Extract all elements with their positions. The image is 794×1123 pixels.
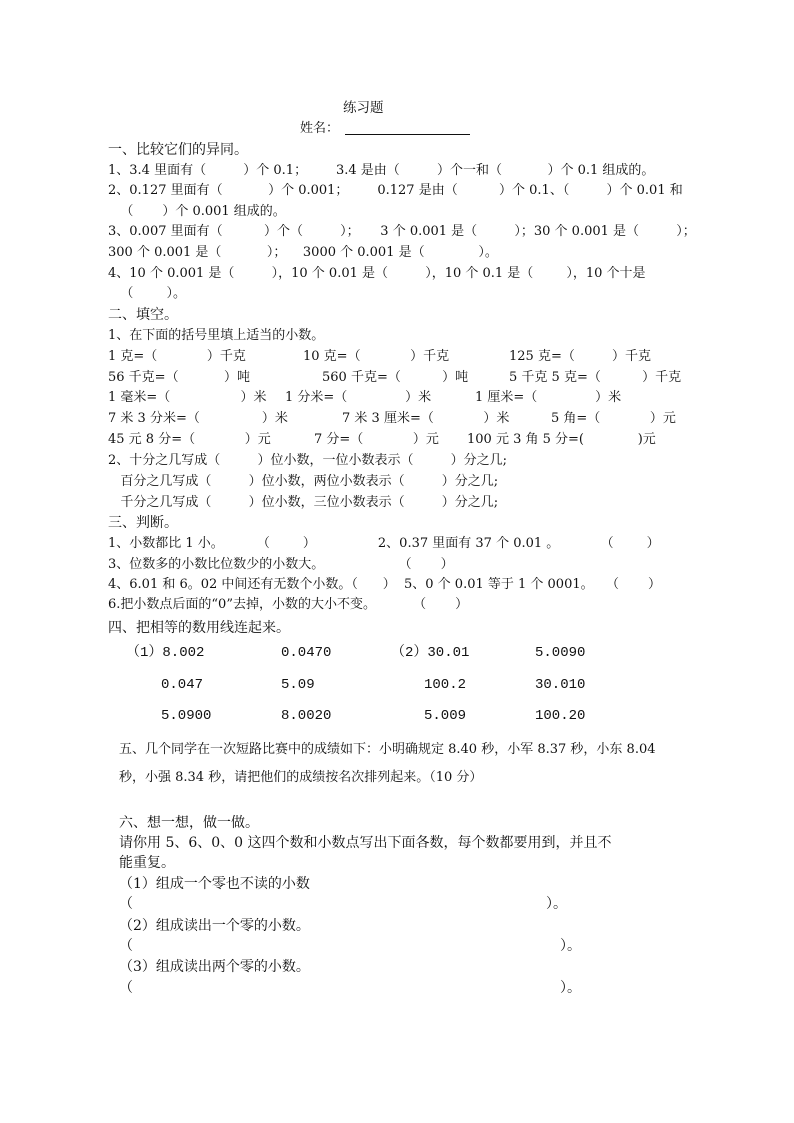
unit-row5-col3: 100 元 3 角 5 分=( )元 [467,432,656,447]
answer-3-open[interactable]: （ [119,980,133,996]
answer-1-open[interactable]: （ [119,896,133,912]
match-r3-c3: 5.009 [424,708,467,724]
unit-row2-col1: 56 千克=（ ）吨 [108,370,251,385]
section5-line-1: 五、几个同学在一次短路比赛中的成绩如下：小明确规定 8.40 秒，小军 8.37 秒，小东 8.04 [119,742,656,757]
page-title: 练习题 [343,100,384,116]
judge-line-3: 4、6.01 和 6。02 中间还有无数个小数。（ ） 5、0 个 0.01 等于 1 个 0001。 （ ） [108,577,661,592]
judge-line-2: 3、位数多的小数比位数少的小数大。 （ ） [108,557,454,572]
answer-2-open[interactable]: （ [119,938,133,954]
section6-intro-1: 请你用 5、6、0、0 这四个数和小数点写出下面各数，每个数都要用到，并且不 [119,835,612,851]
section1-line-1: 1、3.4 里面有（ ）个 0.1； 3.4 是由（ ）个一和（ ）个 0.1 组成的。 [108,163,655,178]
section5-line-2: 秒，小强 8.34 秒，请把他们的成绩按名次排列起来。（10 分） [119,770,483,785]
unit-row5-col2: 7 分=（ ）元 [314,432,439,447]
match-r2-c2: 5.09 [281,677,315,693]
name-label: 姓名： [300,121,340,136]
unit-row5-col1: 45 元 8 分=（ ）元 [108,432,271,447]
match-r2-c1: 0.047 [161,677,204,693]
unit-row3-col1: 1 毫米=（ ）米 [108,390,267,405]
place-line-1: 2、十分之几写成（ ）位小数，一位小数表示（ ）分之几; [108,453,508,468]
place-line-2: 百分之几写成（ ）位小数，两位小数表示（ ）分之几; [108,474,499,489]
section4-heading: 四、把相等的数用线连起来。 [108,620,290,636]
match-r3-c4: 100.20 [535,708,586,724]
match-r1-c3: （2）30.01 [391,645,470,661]
unit-row1-col1: 1 克=（ ）千克 [108,349,246,364]
section1-heading: 一、比较它们的异同。 [108,142,248,158]
question-1: （1）组成一个零也不读的小数 [119,876,310,892]
place-line-3: 千分之几写成（ ）位小数，三位小数表示（ ）分之几; [108,495,499,510]
section1-line-4: 3、0.007 里面有（ ）个（ ）； 3 个 0.001 是（ ）；30 个 0.001 是（ ）； [108,224,696,239]
match-r1-c2: 0.0470 [281,645,332,661]
judge-line-1: 1、小数都比 1 小。 （ ） 2、0.37 里面有 37 个 0.01 。 （ ） [108,536,660,551]
section1-line-3: （ ）个 0.001 组成的。 [108,204,286,219]
unit-row4-col3: 5 角=（ ）元 [551,411,676,426]
answer-3-close: ）。 [560,980,581,996]
section2-heading: 二、填空。 [108,307,178,323]
question-2: （2）组成读出一个零的小数。 [119,918,310,934]
section6-heading: 六、想一想，做一做。 [119,815,259,831]
match-r3-c2: 8.0020 [281,708,332,724]
unit-row1-col3: 125 克=（ ）千克 [509,349,652,364]
unit-row2-col2: 560 千克=（ ）吨 [322,370,469,385]
section1-line-7: （ ）。 [108,286,186,301]
section2-sub1: 1、在下面的括号里填上适当的小数。 [108,328,325,343]
match-r2-c4: 30.010 [535,677,586,693]
match-r1-c1: （1）8.002 [126,645,205,661]
unit-row4-col2: 7 米 3 厘米=（ ）米 [342,411,510,426]
section1-line-2: 2、0.127 里面有（ ）个 0.001； 0.127 是由（ ）个 0.1、（ ）个 0.01 和 [108,183,683,198]
name-blank-line[interactable] [345,134,470,135]
question-3: （3）组成读出两个零的小数。 [119,959,310,975]
unit-row2-col3: 5 千克 5 克=（ ）千克 [509,370,682,385]
unit-row3-col3: 1 厘米=（ ）米 [475,390,622,405]
answer-1-close: ）。 [546,896,567,912]
section3-heading: 三、判断。 [108,515,178,531]
section1-line-6: 4、10 个 0.001 是（ ），10 个 0.01 是（ ），10 个 0.1 是（ ），10 个十是 [108,266,646,281]
match-r3-c1: 5.0900 [161,708,212,724]
unit-row3-col2: 1 分米=（ ）米 [285,390,432,405]
unit-row4-col1: 7 米 3 分米=（ ）米 [108,411,288,426]
match-r2-c3: 100.2 [424,677,467,693]
section6-intro-2: 能重复。 [119,855,175,871]
unit-row1-col2: 10 克=（ ）千克 [303,349,450,364]
judge-line-4: 6.把小数点后面的“0”去掉，小数的大小不变。 （ ） [108,597,469,612]
section1-line-5: 300 个 0.001 是（ ）； 3000 个 0.001 是（ ）。 [108,245,498,260]
answer-2-close: ）。 [560,938,581,954]
match-r1-c4: 5.0090 [535,645,586,661]
